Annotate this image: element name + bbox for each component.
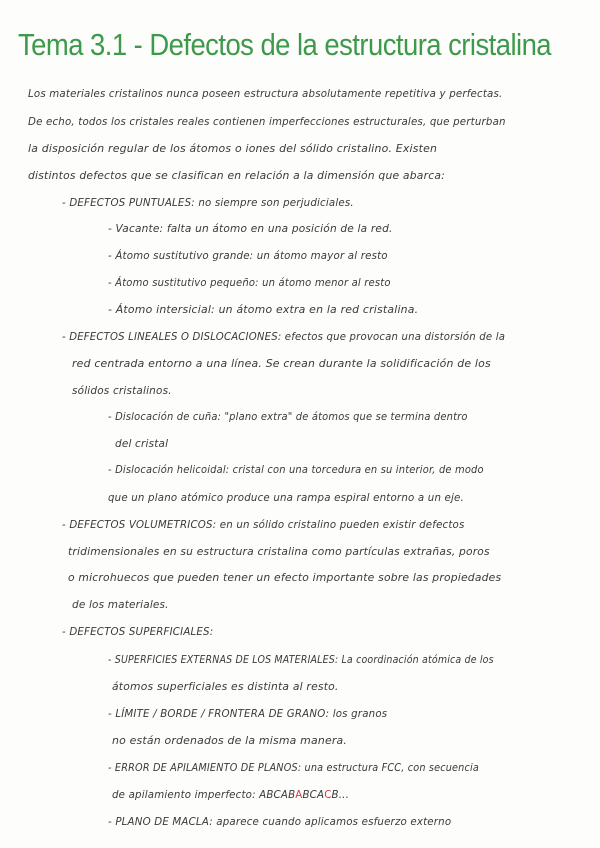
- superficiales-item: - LÍMITE / BORDE / FRONTERA DE GRANO: los granos: [108, 707, 388, 720]
- intro-line-1: Los materiales cristalinos nunca poseen estructura absolutamente repetitiva y perfectas.: [28, 87, 503, 100]
- puntuales-item: - Átomo intersicial: un átomo extra en la red cristalina.: [108, 303, 419, 316]
- lineales-cont: red centrada entorno a una línea. Se crean durante la solidificación de los: [72, 357, 491, 370]
- volumetricos-heading: - DEFECTOS VOLUMETRICOS: en un sólido cristalino pueden existir defectos: [62, 518, 465, 531]
- volumetricos-cont: o microhuecos que pueden tener un efecto importante sobre las propiedades: [68, 571, 502, 584]
- intro-line-4: distintos defectos que se clasifican en relación a la dimensión que abarca:: [28, 169, 445, 182]
- stacking-error-letter-2: C: [324, 788, 332, 801]
- puntuales-heading: - DEFECTOS PUNTUALES: no siempre son perjudiciales.: [62, 196, 354, 209]
- volumetricos-cont: de los materiales.: [72, 598, 169, 611]
- volumetricos-cont: tridimensionales en su estructura cristalina como partículas extrañas, poros: [68, 545, 490, 558]
- superficiales-item: no están ordenados de la misma manera.: [112, 734, 348, 747]
- puntuales-item: - Vacante: falta un átomo en una posición de la red.: [108, 222, 393, 235]
- puntuales-item: - Átomo sustitutivo pequeño: un átomo menor al resto: [108, 276, 391, 289]
- stacking-error-letter: A: [295, 788, 303, 801]
- superficiales-item: - SUPERFICIES EXTERNAS DE LOS MATERIALES: La coordinación atómica de los: [108, 653, 494, 666]
- puntuales-item: - Átomo sustitutivo grande: un átomo mayor al resto: [108, 249, 388, 262]
- superficiales-item: átomos superficiales es distinta al resto.: [112, 680, 339, 693]
- intro-line-3: la disposición regular de los átomos o iones del sólido cristalino. Existen: [28, 142, 438, 155]
- stacking-sequence-line: [112, 788, 349, 801]
- page-title: Tema 3.1 - Defectos de la estructura cristalina: [18, 28, 552, 62]
- lineales-item: que un plano atómico produce una rampa espiral entorno a un eje.: [108, 491, 464, 504]
- stacking-sequence-prefix: de apilamiento imperfecto: ABCAB: [112, 788, 296, 801]
- lineales-item: del cristal: [115, 437, 169, 450]
- lineales-item: - Dislocación helicoidal: cristal con una torcedura en su interior, de modo: [108, 463, 484, 476]
- superficiales-heading: - DEFECTOS SUPERFICIALES:: [62, 625, 214, 638]
- lineales-item: - Dislocación de cuña: "plano extra" de átomos que se termina dentro: [108, 410, 468, 423]
- stacking-sequence-end: B...: [331, 788, 350, 801]
- lineales-cont: sólidos cristalinos.: [72, 384, 172, 397]
- intro-line-2: De echo, todos los cristales reales contienen imperfecciones estructurales, que perturban: [28, 115, 506, 128]
- stacking-sequence-middle: BCA: [302, 788, 325, 801]
- lineales-heading: - DEFECTOS LINEALES O DISLOCACIONES: efectos que provocan una distorsión de la: [62, 330, 506, 343]
- superficiales-item: - PLANO DE MACLA: aparece cuando aplicamos esfuerzo externo: [108, 815, 452, 828]
- superficiales-item: - ERROR DE APILAMIENTO DE PLANOS: una estructura FCC, con secuencia: [108, 761, 479, 774]
